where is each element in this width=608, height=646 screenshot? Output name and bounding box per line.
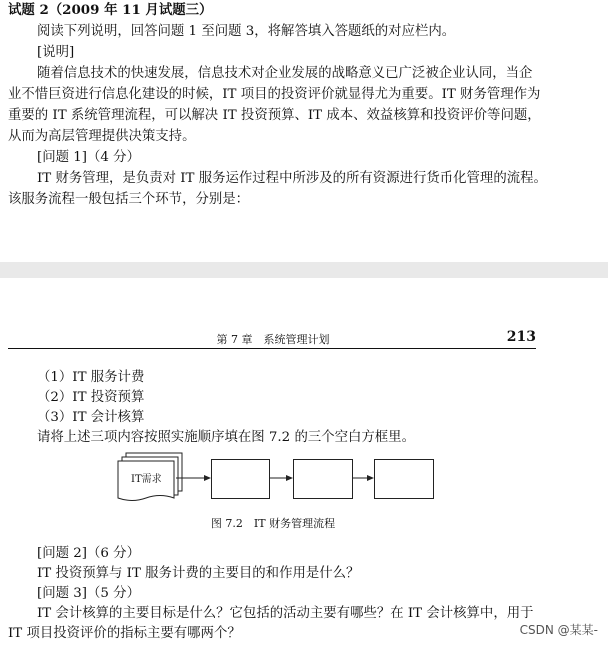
list-item: （2）IT 投资预算: [37, 390, 145, 405]
paragraph-line: 重要的 IT 系统管理流程，可以解决 IT 投资预算、IT 成本、效益核算和投资评价等问题，: [8, 108, 541, 123]
top-page: [0, 0, 608, 262]
figure-caption: 图 7.2 IT 财务管理流程: [210, 517, 336, 530]
flow-start-label: IT需求: [131, 474, 162, 485]
paragraph-line: 从而为高层管理提供决策支持。: [8, 129, 196, 144]
arrow-head-icon: [204, 475, 211, 481]
question-3-text: IT 项目投资评价的指标主要有哪两个？: [8, 626, 241, 641]
paragraph-line: IT 财务管理，是负责对 IT 服务运作过程中所涉及的所有资源进行货币化管理的流程。: [37, 171, 547, 186]
page-gap: [0, 262, 608, 278]
flow-diagram: [0, 448, 608, 508]
bottom-page: [0, 278, 608, 646]
flow-blank-box-3[interactable]: [374, 459, 434, 499]
question-3-label: [问题 3]（5 分）: [37, 586, 140, 601]
flow-blank-box-2[interactable]: [293, 459, 353, 499]
question-2-text: IT 投资预算与 IT 服务计费的主要目的和作用是什么？: [37, 566, 360, 581]
question-2-label: [问题 2]（6 分）: [37, 546, 140, 561]
chapter-header: 第 7 章 系统管理计划: [216, 333, 330, 346]
watermark: CSDN @某某-: [519, 623, 598, 637]
arrow-head-icon: [286, 475, 293, 481]
question-3-text: IT 会计核算的主要目标是什么？它包括的活动主要有哪些？在 IT 会计核算中，用于: [37, 606, 534, 621]
question-title: 试题 2（2009 年 11 月试题三）: [8, 2, 213, 18]
paragraph-line: 随着信息技术的快速发展，信息技术对企业发展的战略意义已广泛被企业认同，当企: [37, 66, 533, 81]
header-rule: [8, 348, 536, 349]
paragraph-line: 业不惜巨资进行信息化建设的时候，IT 项目的投资评价就显得尤为重要。IT 财务管理作为: [8, 87, 541, 102]
arrow-head-icon: [367, 475, 374, 481]
instruction-line: 阅读下列说明，回答问题 1 至问题 3，将解答填入答题纸的对应栏内。: [37, 24, 456, 39]
list-item: （1）IT 服务计费: [37, 370, 145, 385]
section-label-description: [说明]: [37, 45, 75, 60]
question-1-label: [问题 1]（4 分）: [37, 150, 140, 165]
page-number: 213: [506, 329, 536, 345]
instruction-line: 请将上述三项内容按照实施顺序填在图 7.2 的三个空白方框里。: [37, 430, 415, 445]
paragraph-line: 该服务流程一般包括三个环节，分别是：: [8, 192, 250, 207]
flow-blank-box-1[interactable]: [211, 459, 270, 499]
list-item: （3）IT 会计核算: [37, 410, 145, 425]
